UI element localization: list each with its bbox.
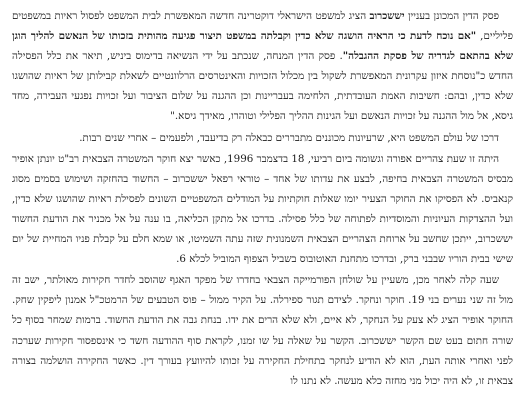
bold-text-segment: "אם נוכח לדעת כי הראיה הושגה שלא כדין וקבלתה במשפט תיצור פגיעה מהותית בזכותו של הנאשם להליך הוגן שלא בהתאם לגדריה של פסקת ההגבלה" [12, 30, 513, 63]
text-segment: . פסק הדין המנחה, שנכתב על ידי הנשיאה בדימוס ביניש, תיאר את כלל הפסילה החדש כ"נוסחת איזון עקרונית המאפשרת לשקול בין מכלול הזכויות והאינטרסים הרלוונטיים לשאלת קבילותן של ראיות שהושגו שלא כדין, ובהם: חשיבות האמת העובדתית, הלחימה בעבריינות וכן ההגנה על שלום הציבור ועל זכויות נפגעי העבירה, מחד גיסא, אל מול ההגנה על זכויות הנאשם ועל הגינות ההליך הפלילי וטוהרו, מאידך גיסא." [12, 50, 513, 123]
text-segment: דרכו של עולם המשפט היא, שרעיונות מכוננים מתבררים כבאלה רק בדיעבד, ולפעמים – אחרי שנים רבות. [79, 131, 499, 144]
paragraph-1 [12, 6, 513, 127]
paragraph-3 [12, 149, 513, 270]
bold-text-segment: יששכרוב [369, 10, 405, 22]
text-segment: היתה זו שעת צהריים אפורה וגשומה ביום רביעי, 18 בדצמבר 1996, כאשר יצא חוקר המשטרה הצבאית רב"ט יונתן אופיר מבסיס המשטרה הצבאית בחיפה, לבצע את עדותו של אחד – טוראי רפאל יששכרוב – החשוד בהחזקה ושימוש בסמים מסוג קנאביס. לא הפסיקו את החוקר הצעיר יומו שאלות חוקתיות על המודלים המשפטיים השונים לפסילת ראיות שהושגו שלא כדין, ועל ההצדקות העיוניות והמוסדיות לפתוחה של כלל פסילה. בדרכו אל מתקן הכליאה, בו ענה על אל מכניר את הודעת החשוד יששכרוב, ייתכן שחשב על ארוחת הצהריים הצבאית השמנונית שזה עתה השמיטו, או שמא חלם על קבלת פניו המחיית של יום שישי בבית הוריו שבבני ברק, ובדרכו מתחנת האוטובוס בשביל הצפוף המוביל לכלא 6. [12, 152, 513, 266]
text-segment: שעה קלה לאחר מכן, משעיין על שולחן הפורמייקה הצבאי בחדרו של מפקד האגף שהוסב לחדר חקירות מאולתר, ישב זה מול זה שני נערים בני 19. חוקר ונחקר. לצידם תגור ספירלה. על הקיר ממול – פוס הטבעים של הרמטכ"ל אמנון ליפקין שחק. החוקר אופיר הציג לא צעק על הנחקר, לא איים, ולא שלא הרים את ידו. בנחת גבה את הודעת החשוד. ברמות שמחר בסוף כל שורה חתום בעט שם הקשר יששכרוב. הקשר על שאלה על שו זמנו, לקראת סוף ההודעה חשד כי אינספסור חקירות שערכה לפני ואחרי אותה העת, הוא לא הודיע לנחקר בתחילת החקירה על זכותו להיוועץ בעורך דין. כאשר החקירה הושלמה בצורה צבאית זו, לא היה יכול מני מחזה כלא מעשה. לא נתנו לו [12, 274, 513, 387]
paragraph-2 [12, 128, 513, 148]
text-segment: הציג למשפט הישראלי דוקטרינה חדשה המאפשרת לבית המשפט לפסול ראיות במשפטים פליליים, [12, 10, 513, 43]
text-segment: פסק הדין המכונן בעניין [404, 10, 499, 22]
paragraph-4 [12, 270, 513, 391]
